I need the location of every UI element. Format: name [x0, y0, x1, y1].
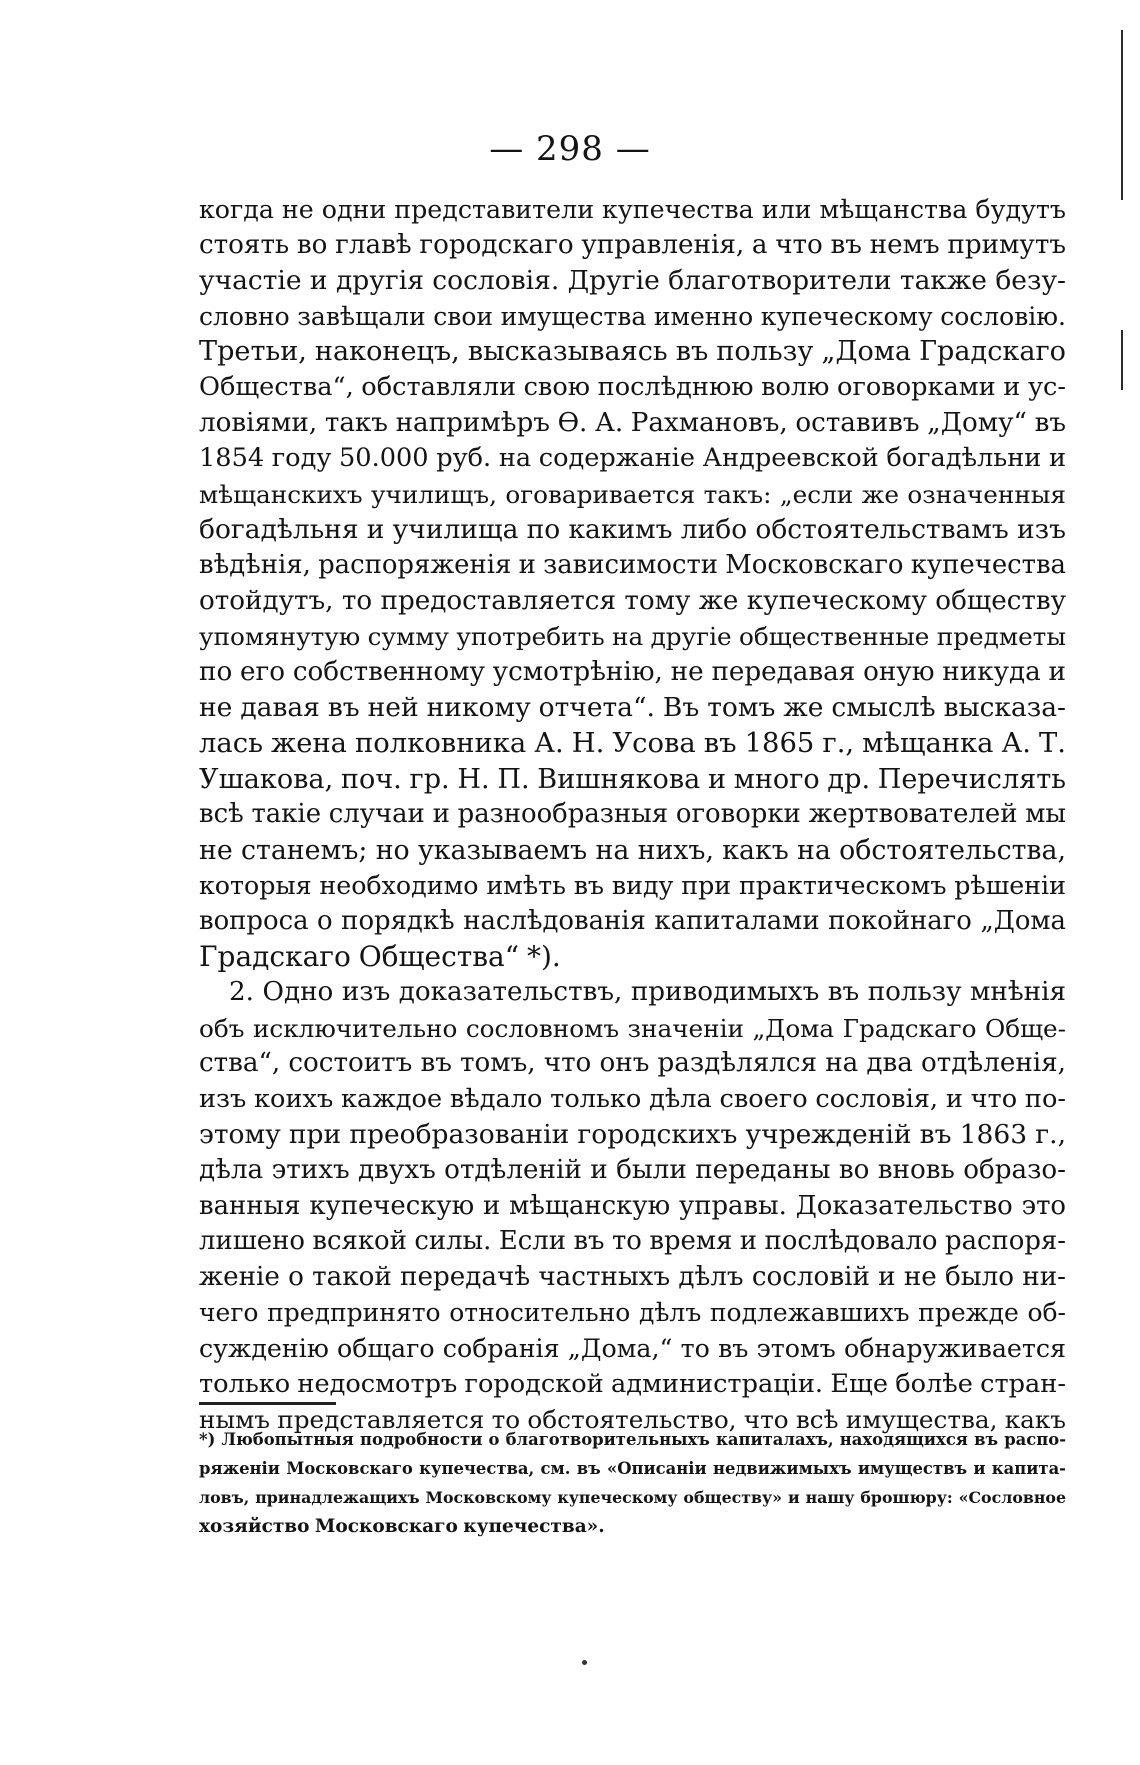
text-line: отойдутъ, то предоставляется тому же купеческому обществу [199, 585, 1066, 616]
text-line: богадѣльня и училища по какимъ либо обстоятельствамъ изъ [199, 514, 1066, 546]
page-edge-line [1121, 330, 1123, 390]
footnote-line: *) Любопытныя подробности о благотворительныхъ капиталахъ, находящихся въ распо- [199, 1430, 1066, 1449]
text-line: Общества“, обставляли свою послѣднюю волю оговорками и ус- [199, 371, 1066, 402]
footnote [199, 1425, 1066, 1541]
footnote-line: хозяйство Московскаго купечества». [199, 1516, 605, 1537]
body-text [199, 192, 1066, 1438]
text-line: вопроса о порядкѣ наслѣдованія капиталами покойнаго „Дома [199, 905, 1066, 936]
footnote-rule [199, 1402, 336, 1405]
text-line: дѣла этихъ двухъ отдѣленій и были переданы во вновь образо- [199, 1155, 1066, 1186]
text-line: 2. Одно изъ доказательствъ, приводимыхъ въ пользу мнѣнія [229, 977, 1066, 1008]
page-edge-line [1121, 30, 1123, 200]
text-line: мѣщанскихъ училищъ, оговаривается такъ: „если же означенныя [199, 479, 1066, 509]
text-line: Градскаго Общества“ *). [199, 940, 561, 974]
text-line: ловіями, такъ напримѣръ Ѳ. А. Рахмановъ, оставивъ „Дому“ въ [199, 407, 1066, 438]
text-line: нымъ представляется то обстоятельство, что всѣ имущества, какъ [199, 1405, 1066, 1435]
footnote-line: ряженіи Московскаго купечества, см. въ «Описаніи недвижимыхъ имуществъ и капита- [199, 1459, 1066, 1478]
text-line: женіе о такой передачѣ частныхъ дѣлъ сословій и не было ни- [199, 1261, 1066, 1292]
text-line: сужденію общаго собранія „Дома,“ то въ этомъ обнаруживается [199, 1334, 1066, 1363]
text-line: чего предпринято относительно дѣлъ подлежавшихъ прежде об- [199, 1298, 1066, 1328]
text-line: ства“, состоитъ въ томъ, что онъ раздѣлялся на два отдѣленія, [199, 1048, 1066, 1079]
text-line: ванныя купеческую и мѣщанскую управы. Доказательство это [199, 1190, 1066, 1221]
text-line: только недосмотръ городской администраціи. Еще болѣе стран- [199, 1368, 1066, 1399]
text-line: стоять во главѣ городскаго управленія, а что въ немъ примутъ [199, 229, 1066, 260]
text-line: упомянутую сумму употребить на другіе общественные предметы [199, 622, 1066, 652]
page-number: — 298 — [489, 129, 651, 169]
text-line: не давая въ ней никому отчета“. Въ томъ же смыслѣ высказа- [199, 692, 1066, 724]
text-line: которыя необходимо имѣть въ виду при практическомъ рѣшеніи [199, 871, 1066, 901]
text-line: лась жена полковника А. Н. Усова въ 1865 г., мѣщанка А. Т. [199, 727, 1066, 759]
text-line: этому при преобразованіи городскихъ учрежденій въ 1863 г., [199, 1119, 1066, 1151]
footnote-line: ловъ, принадлежащихъ Московскому купеческому обществу» и нашу брошюру: «Сословное [199, 1488, 1066, 1507]
text-line: когда не одни представители купечества или мѣщанства будутъ [199, 195, 1066, 224]
text-line: участіе и другія сословія. Другіе благотворители также безу- [199, 265, 1066, 297]
text-line: всѣ такіе случаи и разнообразныя оговорки жертвователей мы [199, 799, 1066, 830]
text-line: Ушакова, поч. гр. Н. П. Вишнякова и много др. Перечислять [199, 763, 1066, 795]
text-line: словно завѣщали свои имущества именно купеческому сословію. [199, 301, 1066, 331]
scan-speck [582, 1660, 587, 1665]
text-line: Третьи, наконецъ, высказываясь въ пользу „Дома Градскаго [199, 336, 1066, 368]
text-line: изъ коихъ каждое вѣдало только дѣла своего сословія, и что по- [199, 1083, 1066, 1114]
text-line: не станемъ; но указываемъ на нихъ, какъ на обстоятельства, [199, 834, 1066, 866]
text-line: объ исключительно сословномъ значеніи „Дома Градскаго Обще- [199, 1013, 1066, 1043]
text-line: 1854 году 50.000 руб. на содержаніе Андреевской богадѣльни и [199, 443, 1066, 474]
text-line: лишено всякой силы. Если въ то время и послѣдовало распоря- [199, 1226, 1066, 1257]
text-line: по его собственному усмотрѣнію, не передавая оную никуда и [199, 656, 1066, 687]
text-line: вѣдѣнія, распоряженія и зависимости Московскаго купечества [199, 549, 1066, 580]
